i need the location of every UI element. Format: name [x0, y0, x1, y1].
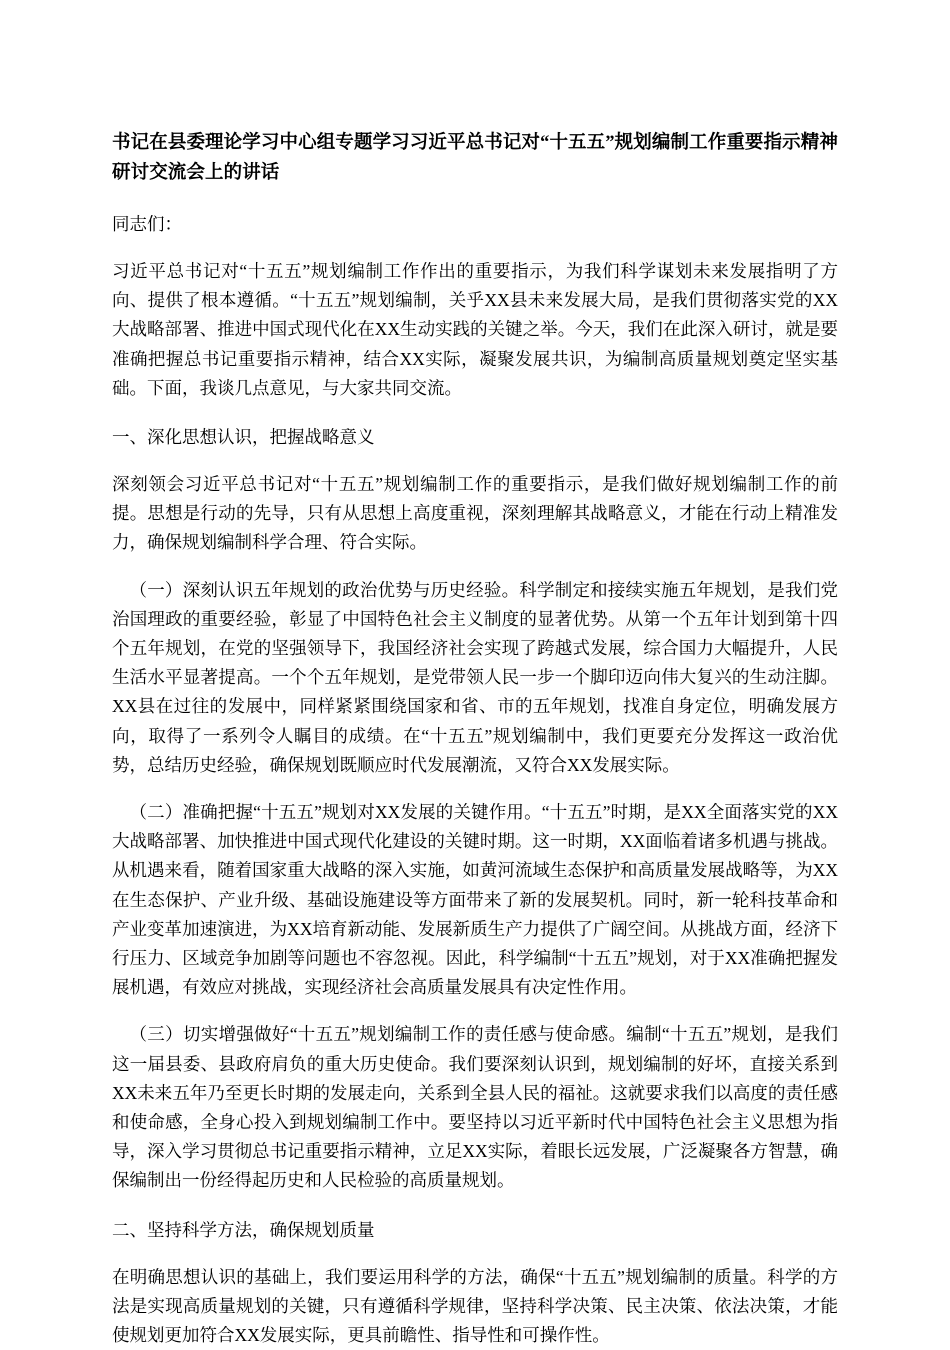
section-1-subsection-3: （三）切实增强做好“十五五”规划编制工作的责任感与使命感。编制“十五五”规划，是我们这一届县委、县政府肩负的重大历史使命。我们要深刻认识到，规划编制的好坏，直接关系到XX未来五年乃至更长时期的发展走向，关系到全县人民的福祉。这就要求我们以高度的责任感和使命感，全身心投入到规划编制工作中。要坚持以习近平新时代中国特色社会主义思想为指导，深入学习贯彻总书记重要指示精神，立足XX实际，着眼长远发展，广泛凝聚各方智慧，确保编制出一份经得起历史和人民检验的高质量规划。 [112, 1024, 838, 1191]
section-1-subsection-1: （一）深刻认识五年规划的政治优势与历史经验。科学制定和接续实施五年规划，是我们党治国理政的重要经验，彰显了中国特色社会主义制度的显著优势。从第一个五年计划到第十四个五年规划，在党的坚强领导下，我国经济社会实现了跨越式发展，综合国力大幅提升，人民生活水平显著提高。一个个五年规划，是党带领人民一步一个脚印迈向伟大复兴的生动注脚。XX县在过往的发展中，同样紧紧围绕国家和省、市的五年规划，找准自身定位，明确发展方向，取得了一系列令人瞩目的成绩。在“十五五”规划编制中，我们更要充分发挥这一政治优势，总结历史经验，确保规划既顺应时代发展潮流，又符合XX发展实际。 [112, 579, 838, 775]
section-2-lead-paragraph: 在明确思想认识的基础上，我们要运用科学的方法，确保“十五五”规划编制的质量。科学的方法是实现高质量规划的关键，只有遵循科学规律，坚持科学决策、民主决策、依法决策，才能使规划更加符合XX发展实际，更具前瞻性、指导性和可操作性。 [112, 1266, 838, 1346]
salutation: 同志们： [112, 214, 182, 234]
section-1-subsection-2: （二）准确把握“十五五”规划对XX发展的关键作用。“十五五”时期，是XX全面落实党的XX大战略部署、加快推进中国式现代化建设的关键时期。这一时期，XX面临着诸多机遇与挑战。从机遇来看，随着国家重大战略的深入实施，如黄河流域生态保护和高质量发展战略等，为XX在生态保护、产业升级、基础设施建设等方面带来了新的发展契机。同时，新一轮科技革命和产业变革加速演进，为XX培育新动能、发展新质生产力提供了广阔空间。从挑战方面，经济下行压力、区域竞争加剧等问题也不容忽视。因此，科学编制“十五五”规划，对于XX准确把握发展机遇，有效应对挑战，实现经济社会高质量发展具有决定性作用。 [112, 802, 838, 998]
section-1-lead-paragraph: 深刻领会习近平总书记对“十五五”规划编制工作的重要指示，是我们做好规划编制工作的前提。思想是行动的先导，只有从思想上高度重视，深刻理解其战略意义，才能在行动上精准发力，确保规划编制科学合理、符合实际。 [112, 474, 838, 553]
section-heading-2: 二、坚持科学方法，确保规划质量 [112, 1219, 375, 1240]
section-heading-1: 一、深化思想认识，把握战略意义 [112, 427, 375, 448]
page-title: 书记在县委理论学习中心组专题学习习近平总书记对“十五五”规划编制工作重要指示精神研讨交流会上的讲话 [112, 133, 838, 183]
intro-paragraph: 习近平总书记对“十五五”规划编制工作作出的重要指示，为我们科学谋划未来发展指明了方向、提供了根本遵循。“十五五”规划编制，关乎XX县未来发展大局，是我们贯彻落实党的XX大战略部署、推进中国式现代化在XX生动实践的关键之举。今天，我们在此深入研讨，就是要准确把握总书记重要指示精神，结合XX实际，凝聚发展共识，为编制高质量规划奠定坚实基础。下面，我谈几点意见，与大家共同交流。 [112, 261, 838, 398]
